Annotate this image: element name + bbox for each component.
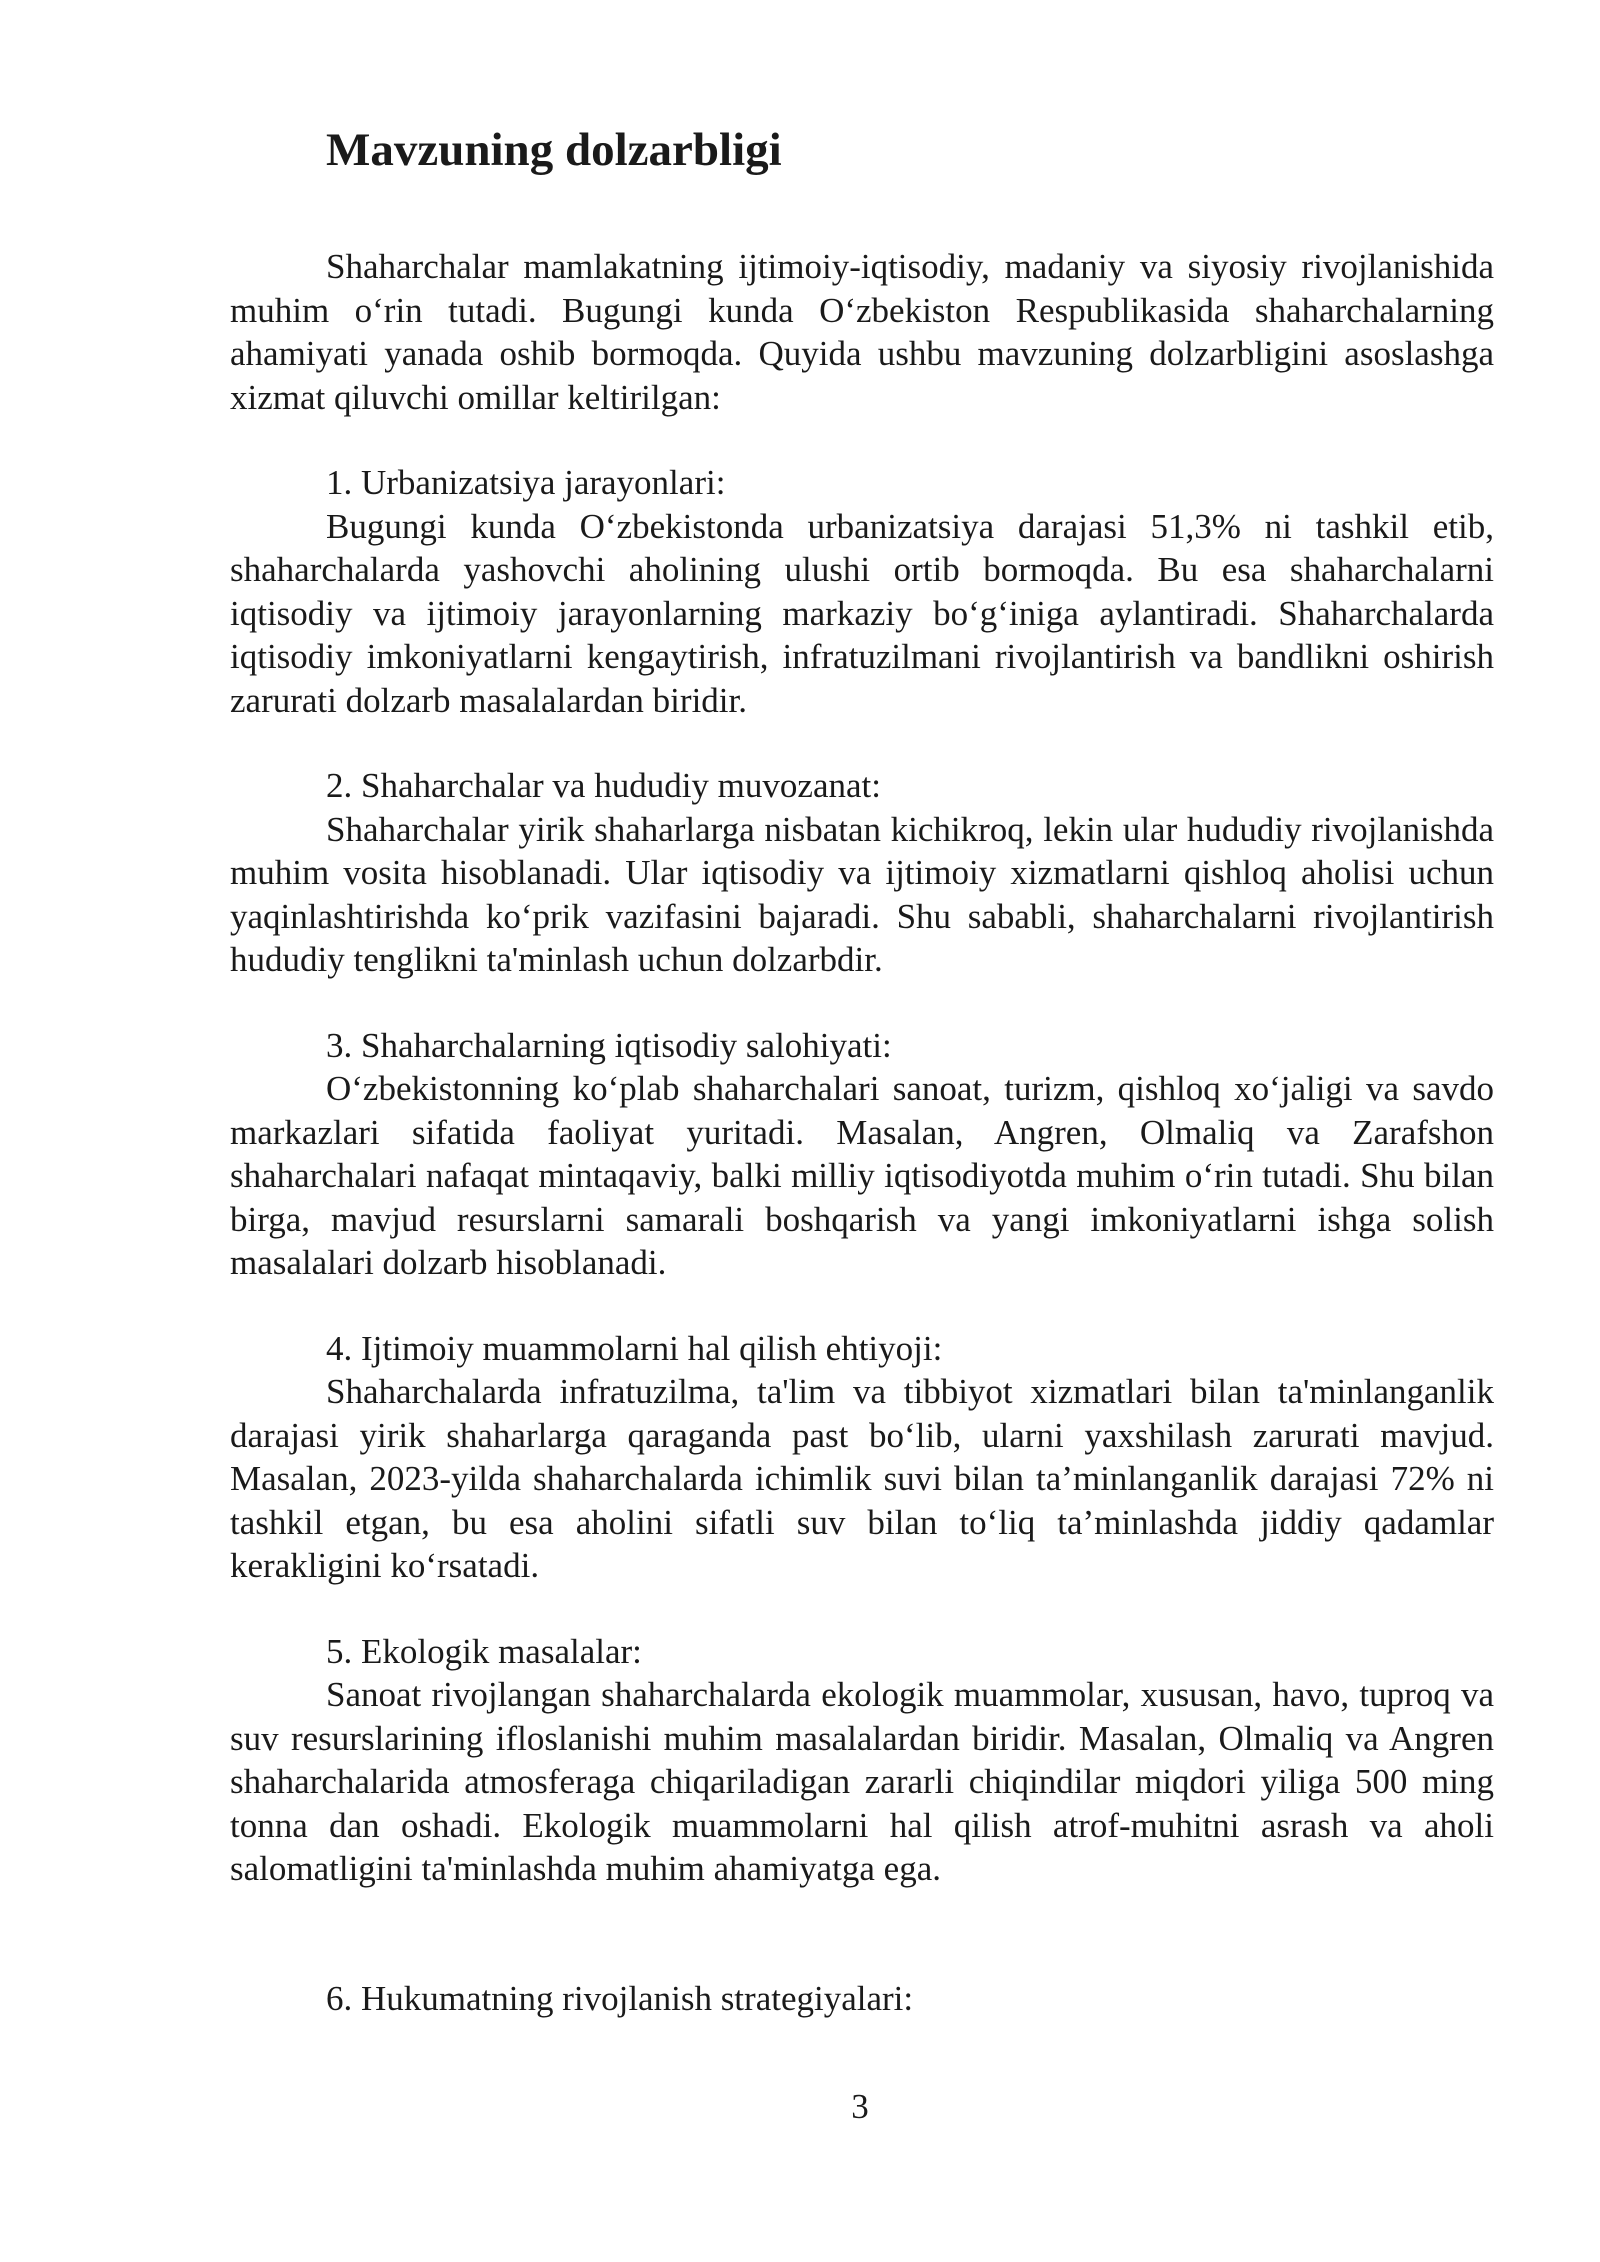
section-heading-ecology: 5. Ekologik masalalar:: [326, 1631, 642, 1671]
section-body-regional-balance: Shaharchalar yirik shaharlarga nisbatan kichikroq, lekin ular hududiy rivojlanishda muhim vosita hisoblanadi. Ular iqtisodiy va ijtimoiy xizmatlarni qishloq aholisi uchun yaqinlashtirishda ko‘prik vazifasini bajaradi. Shu sababli, shaharchalarni rivojlantirish hududiy tenglikni ta'minlash uchun dolzarbdir.: [230, 809, 1494, 979]
section-heading-economic-potential: 3. Shaharchalarning iqtisodiy salohiyati:: [326, 1025, 892, 1065]
section-heading-regional-balance: 2. Shaharchalar va hududiy muvozanat:: [326, 766, 881, 805]
intro-paragraph: Shaharchalar mamlakatning ijtimoiy-iqtisodiy, madaniy va siyosiy rivojlanishida muhim o‘rin tutadi. Bugungi kunda O‘zbekiston Respublikasida shaharchalarning ahamiyati yanada oshib bormoqda. Quyida ushbu mavzuning dolzarbligini asoslashga xizmat qiluvchi omillar keltirilgan:: [230, 247, 1494, 417]
section-heading-social-problems: 4. Ijtimoiy muammolarni hal qilish ehtiyoji:: [326, 1328, 943, 1368]
section-body-ecology: Sanoat rivojlangan shaharchalarda ekologik muammolar, xususan, havo, tuproq va suv resurslarining ifloslanishi muhim masalalardan biridir. Masalan, Olmaliq va Angren shaharchalarida atmosferaga chiqariladigan zararli chiqindilar miqdori yiliga 500 ming tonna dan oshadi. Ekologik muammolarni hal qilish atrof-muhitni asrash va aholi salomatligini ta'minlashda muhim ahamiyatga ega.: [230, 1675, 1494, 1888]
section-body-social-problems: Shaharchalarda infratuzilma, ta'lim va tibbiyot xizmatlari bilan ta'minlanganlik darajasi yirik shaharlarga qaraganda past bo‘lib, ularni yaxshilash zarurati mavjud. Masalan, 2023-yilda shaharchalarda ichimlik suvi bilan ta’minlanganlik darajasi 72% ni tashkil etgan, bu esa aholini sifatli suv bilan to‘liq ta’minlashda jiddiy qadamlar kerakligini ko‘rsatadi.: [230, 1372, 1494, 1585]
section-heading-government-strategies: 6. Hukumatning rivojlanish strategiyalari:: [326, 1978, 914, 2018]
section-heading-urbanization: 1. Urbanizatsiya jarayonlari:: [326, 463, 726, 502]
section-body-urbanization: Bugungi kunda O‘zbekistonda urbanizatsiya darajasi 51,3% ni tashkil etib, shaharchalarda yashovchi aholining ulushi ortib bormoqda. Bu esa shaharchalarni iqtisodiy va ijtimoiy jarayonlarning markaziy bo‘g‘iniga aylantiradi. Shaharchalarda iqtisodiy imkoniyatlarni kengaytirish, infratuzilmani rivojlantirish va bandlikni oshirish zarurati dolzarb masalalardan biridir.: [230, 506, 1494, 720]
document-page: [230, 118, 1494, 2020]
page-title: Mavzuning dolzarbligi: [326, 124, 782, 176]
page-number: 3: [851, 2087, 869, 2126]
section-body-economic-potential: O‘zbekistonning ko‘plab shaharchalari sanoat, turizm, qishloq xo‘jaligi va savdo markazlari sifatida faoliyat yuritadi. Masalan, Angren, Olmaliq va Zarafshon shaharchalari nafaqat mintaqaviy, balki milliy iqtisodiyotda muhim o‘rin tutadi. Shu bilan birga, mavjud resurslarni samarali boshqarish va yangi imkoniyatlarni ishga solish masalalari dolzarb hisoblanadi.: [230, 1069, 1494, 1282]
